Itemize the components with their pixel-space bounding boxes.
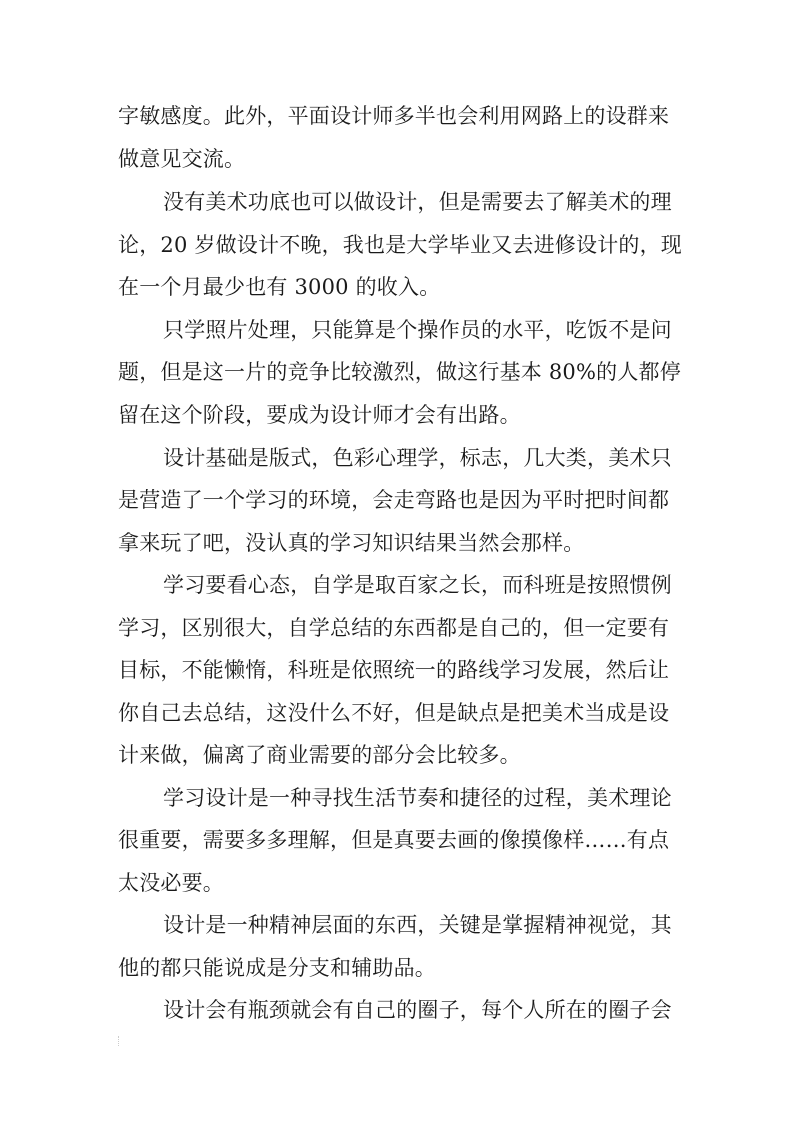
text-line: 目标，不能懒惰，科班是依照统一的路线学习发展，然后让 (118, 658, 670, 682)
text-line: 学习，区别很大，自学总结的东西都是自己的，但一定要有 (118, 616, 670, 640)
text-line: 论，20 岁做设计不晚，我也是大学毕业又去进修设计的，现 (118, 233, 682, 257)
text-line: 太没必要。 (118, 871, 224, 895)
paragraph-first-line: 只学照片处理，只能算是个操作员的水平，吃饭不是问 (163, 318, 672, 342)
text-line: 计来做，偏离了商业需要的部分会比较多。 (118, 743, 521, 767)
text-line: 他的都只能说成是分支和辅助品。 (118, 956, 436, 980)
paragraph-first-line: 学习要看心态，自学是取百家之长，而科班是按照惯例 (163, 573, 672, 597)
paragraph-first-line: 学习设计是一种寻找生活节奏和捷径的过程，美术理论 (163, 786, 672, 810)
text-line: 做意见交流。 (118, 147, 246, 171)
paragraph-first-line: 设计基础是版式，色彩心理学，标志，几大类，美术只 (163, 446, 672, 470)
text-line: 字敏感度。此外，平面设计师多半也会利用网路上的设群来 (118, 104, 670, 128)
text-line: 很重要，需要多多理解，但是真要去画的像摸像样……有点 (118, 828, 670, 852)
page-margin-mark (118, 1036, 120, 1046)
text-line: 题，但是这一片的竞争比较激烈，做这行基本 80%的人都停 (118, 360, 681, 384)
text-line: 留在这个阶段，要成为设计师才会有出路。 (118, 403, 521, 427)
text-line: 在一个月最少也有 3000 的收入。 (118, 275, 441, 299)
paragraph-first-line: 设计会有瓶颈就会有自己的圈子，每个人所在的圈子会 (163, 998, 672, 1022)
paragraph-first-line: 没有美术功底也可以做设计，但是需要去了解美术的理 (163, 190, 672, 214)
text-line: 是营造了一个学习的环境，会走弯路也是因为平时把时间都 (118, 488, 670, 512)
text-line: 你自己去总结，这没什么不好，但是缺点是把美术当成是设 (118, 701, 670, 725)
text-line: 拿来玩了吧，没认真的学习知识结果当然会那样。 (118, 531, 585, 555)
paragraph-first-line: 设计是一种精神层面的东西，关键是掌握精神视觉，其 (163, 913, 672, 937)
